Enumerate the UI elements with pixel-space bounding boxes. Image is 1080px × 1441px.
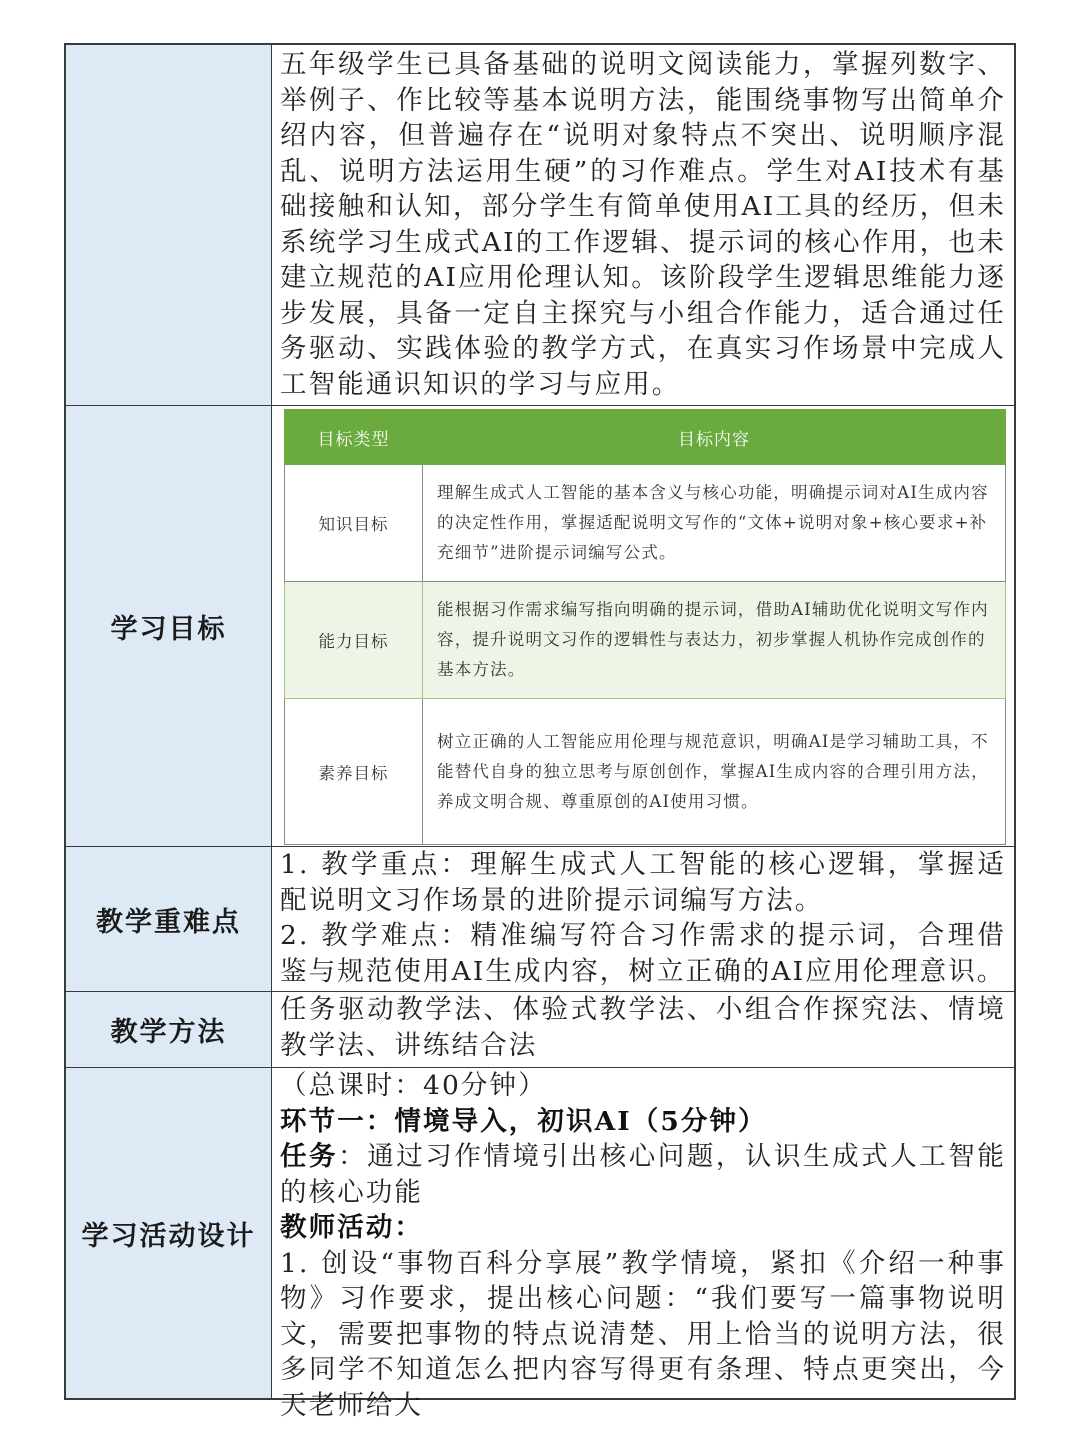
row-label-empty <box>66 45 272 405</box>
goal-type: 素养目标 <box>285 699 423 845</box>
activity-design-text <box>280 1068 1006 1423</box>
key-point-item: 1. 教学重点：理解生成式人工智能的核心逻辑，掌握适配说明文习作场景的进阶提示词编写方法。 <box>280 849 1006 916</box>
teaching-methods-label: 教学方法 <box>66 992 272 1067</box>
goal-type: 知识目标 <box>285 465 423 582</box>
goals-header-content: 目标内容 <box>423 410 1006 465</box>
teaching-methods-text: 任务驱动教学法、体验式教学法、小组合作探究法、情境教学法、讲练结合法 <box>280 994 1006 1061</box>
task-label: 任务 <box>280 1141 339 1172</box>
lesson-plan-table <box>64 43 1016 1421</box>
goal-content: 能根据习作需求编写指向明确的提示词，借助AI辅助优化说明文写作内容，提升说明文习作的逻辑性与表达力，初步掌握人机协作完成创作的基本方法。 <box>423 582 1006 699</box>
total-time: （总课时：40分钟） <box>280 1070 547 1101</box>
key-point-item: 2. 教学难点：精准编写符合习作需求的提示词，合理借鉴与规范使用AI生成内容，树立正确的AI应用伦理意识。 <box>280 920 1006 987</box>
goal-row <box>285 465 1006 582</box>
goal-content: 树立正确的人工智能应用伦理与规范意识，明确AI是学习辅助工具，不能替代自身的独立思考与原创创作，掌握AI生成内容的合理引用方法，养成文明合规、尊重原创的AI使用习惯。 <box>423 699 1006 845</box>
goals-header-type: 目标类型 <box>285 410 423 465</box>
goal-type: 能力目标 <box>285 582 423 699</box>
key-points-label: 教学重难点 <box>66 847 272 991</box>
goals-table <box>284 409 1006 845</box>
stage-title: 环节一：情境导入，初识AI（5分钟） <box>280 1105 767 1137</box>
row-student-analysis <box>66 45 1014 406</box>
teacher-activity-item: 1. 创设“事物百科分享展”教学情境，紧扣《介绍一种事物》习作要求，提出核心问题：“我们要写一篇事物说明文，需要把事物的特点说清楚、用上恰当的说明方法，很多同学不知道怎么把内容写得更有条理、特点更突出，今天老师给大 <box>280 1247 1006 1421</box>
goal-row <box>285 699 1006 845</box>
activity-design-label: 学习活动设计 <box>66 1068 272 1398</box>
task-text: ：通过习作情境引出核心问题，认识生成式人工智能的核心功能 <box>280 1141 1006 1208</box>
goal-row <box>285 582 1006 699</box>
row-learning-goals <box>66 406 1014 847</box>
goals-header-row <box>285 410 1006 465</box>
learning-goals-label: 学习目标 <box>66 406 272 846</box>
row-key-points <box>66 847 1014 992</box>
teacher-activity-label: 教师活动： <box>280 1212 423 1243</box>
goal-content: 理解生成式人工智能的基本含义与核心功能，明确提示词对AI生成内容的决定性作用，掌握适配说明文写作的“文体+说明对象+核心要求+补充细节”进阶提示词编写公式。 <box>423 465 1006 582</box>
key-points-text <box>280 847 1006 989</box>
row-activity-design <box>66 1068 1014 1421</box>
row-teaching-methods <box>66 992 1014 1068</box>
student-analysis-text: 五年级学生已具备基础的说明文阅读能力，掌握列数字、举例子、作比较等基本说明方法，能围绕事物写出简单介绍内容，但普遍存在“说明对象特点不突出、说明顺序混乱、说明方法运用生硬”的习作难点。学生对AI技术有基础接触和认知，部分学生有简单使用AI工具的经历，但未系统学习生成式AI的工作逻辑、提示词的核心作用，也未建立规范的AI应用伦理认知。该阶段学生逻辑思维能力逐步发展，具备一定自主探究与小组合作能力，适合通过任务驱动、实践体验的教学方式，在真实习作场景中完成人工智能通识知识的学习与应用。 <box>280 49 1006 400</box>
